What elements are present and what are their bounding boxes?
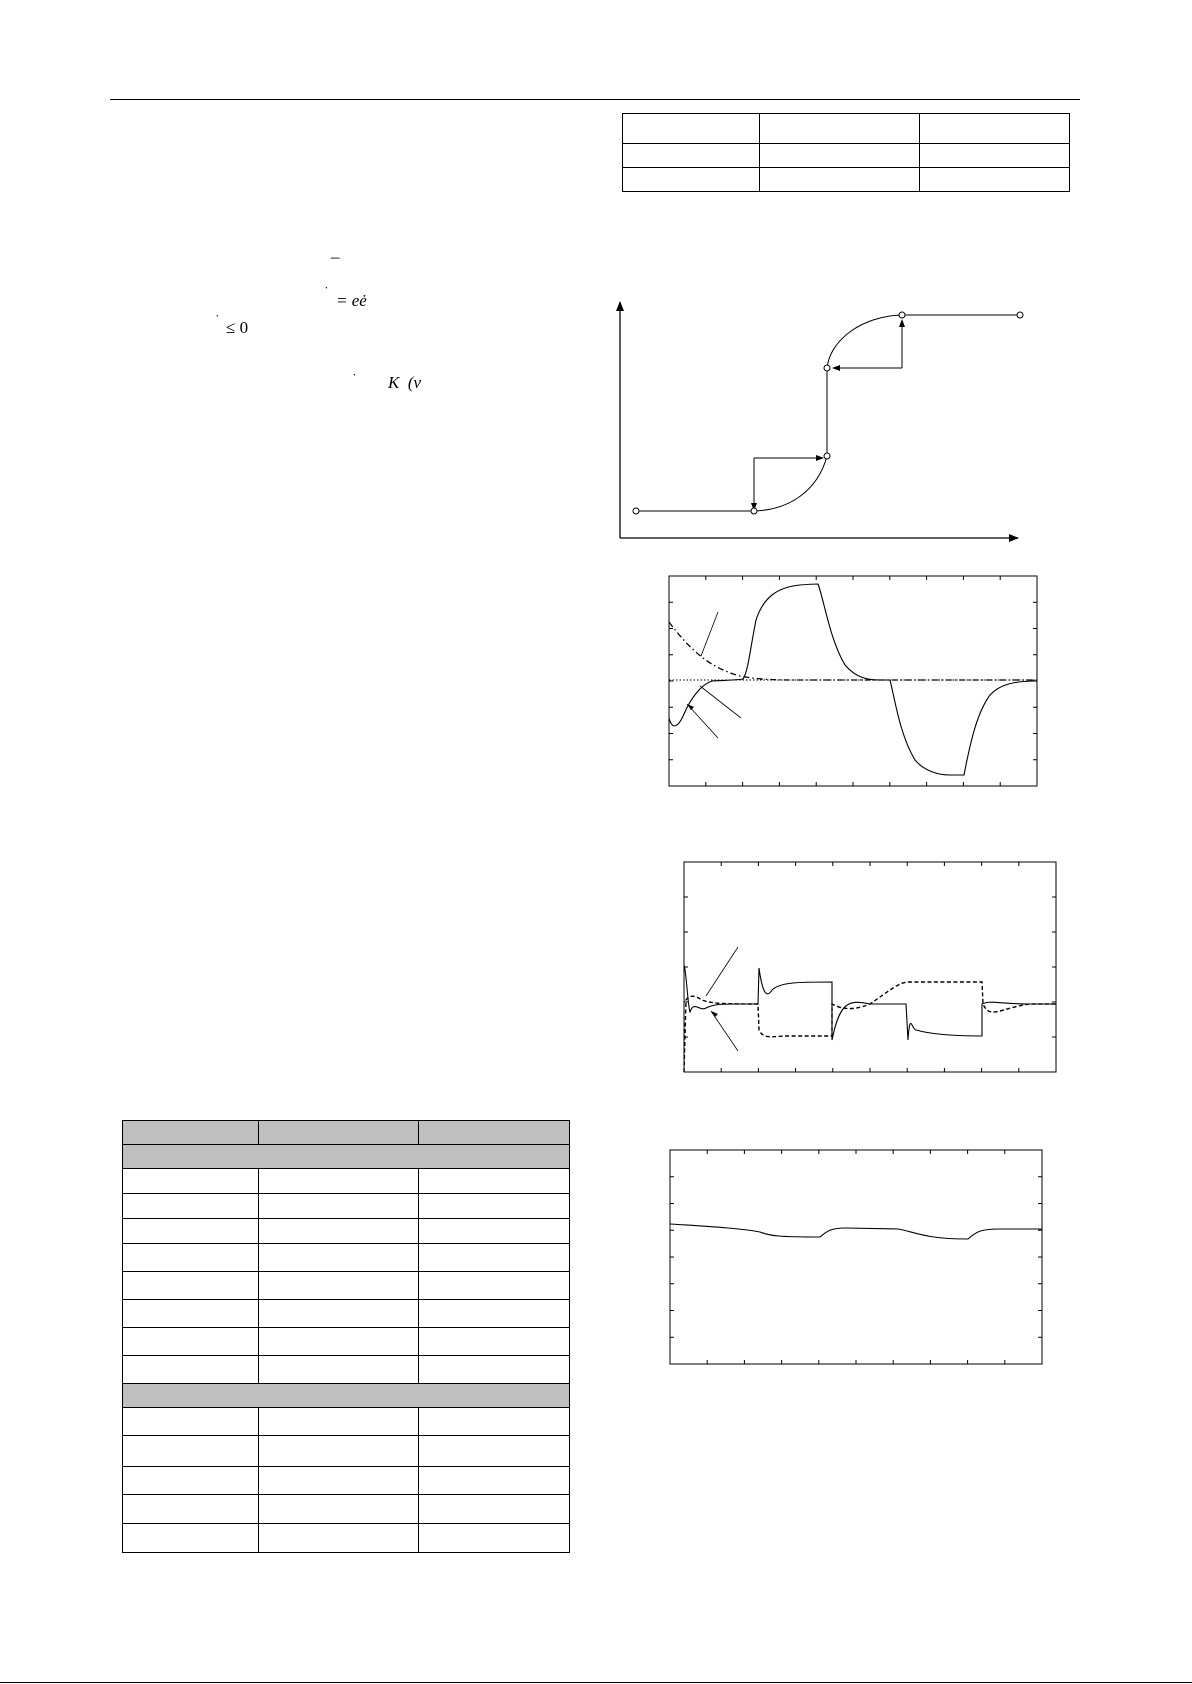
table-cell — [760, 168, 920, 192]
series-line-solid — [670, 1224, 1042, 1239]
table-cell — [123, 1219, 259, 1244]
table-cell — [419, 1524, 570, 1553]
transition-curve-chart — [600, 290, 1040, 550]
tick-marks — [669, 576, 1037, 786]
table-cell — [419, 1272, 570, 1300]
table-cell — [760, 114, 920, 144]
table-cell — [419, 1328, 570, 1356]
table-cell — [123, 1244, 259, 1272]
annotation-arrowhead — [711, 1011, 718, 1017]
table-cell — [419, 1300, 570, 1328]
series-line-transition — [636, 315, 1020, 511]
node-point — [751, 508, 757, 514]
table-header-cell — [123, 1121, 259, 1145]
table-cell — [123, 1169, 259, 1194]
plot-frame — [684, 862, 1056, 1072]
table-cell — [920, 114, 1070, 144]
table-cell — [419, 1169, 570, 1194]
annotation-leader — [700, 686, 741, 718]
table-cell — [259, 1194, 419, 1219]
annotation-leader — [701, 612, 718, 656]
equation-dot-3: ˙ — [352, 372, 357, 387]
equation-leq-zero: ≤ 0 — [226, 318, 249, 337]
plot-frame — [669, 576, 1037, 786]
table-cell — [419, 1244, 570, 1272]
table-cell — [259, 1408, 419, 1436]
series-line-dashdot — [669, 622, 1037, 680]
parameter-table — [122, 1120, 570, 1553]
table-cell — [259, 1219, 419, 1244]
header-rule — [110, 99, 1080, 100]
table-cell — [259, 1436, 419, 1467]
table-cell — [259, 1244, 419, 1272]
equation-dot-1: ˙ — [324, 285, 329, 300]
table-cell — [419, 1194, 570, 1219]
table-header-cell — [419, 1121, 570, 1145]
equation-k-v: K (v — [388, 373, 422, 392]
table-cell — [123, 1356, 259, 1384]
footer-rule — [0, 1682, 1192, 1683]
response-chart-1 — [660, 570, 1050, 790]
node-point — [633, 508, 639, 514]
table-cell — [259, 1524, 419, 1553]
table-cell — [920, 168, 1070, 192]
table-cell — [123, 1408, 259, 1436]
table-section-row — [123, 1384, 570, 1408]
series-line-solid — [684, 965, 1056, 1040]
equation-dot-2: ˙ — [215, 313, 220, 328]
node-point — [824, 365, 830, 371]
table-cell — [123, 1436, 259, 1467]
table-cell — [259, 1356, 419, 1384]
table-cell — [259, 1495, 419, 1524]
table-cell — [623, 144, 760, 168]
node-point — [899, 312, 905, 318]
equation-overbar: – — [331, 247, 340, 266]
table-cell — [123, 1495, 259, 1524]
plot-frame — [670, 1150, 1042, 1364]
node-point — [824, 453, 830, 459]
table-header-cell — [259, 1121, 419, 1145]
table-cell — [419, 1408, 570, 1436]
node-point — [1017, 312, 1023, 318]
response-chart-3 — [664, 1142, 1048, 1370]
top-table — [622, 113, 1070, 192]
table-cell — [623, 114, 760, 144]
table-cell — [920, 144, 1070, 168]
table-cell — [419, 1467, 570, 1495]
table-cell — [419, 1219, 570, 1244]
table-cell — [123, 1524, 259, 1553]
series-line-dashed — [684, 982, 1056, 1072]
table-cell — [123, 1328, 259, 1356]
annotation-leader — [706, 947, 738, 996]
table-cell — [259, 1328, 419, 1356]
equation-e-edot: = eė — [336, 291, 367, 310]
table-cell — [123, 1467, 259, 1495]
table-cell — [419, 1436, 570, 1467]
tick-marks — [670, 1150, 1042, 1364]
table-cell — [259, 1467, 419, 1495]
table-cell — [123, 1300, 259, 1328]
table-cell — [259, 1272, 419, 1300]
table-cell — [760, 144, 920, 168]
table-cell — [123, 1194, 259, 1219]
table-cell — [419, 1495, 570, 1524]
table-cell — [419, 1356, 570, 1384]
table-cell — [259, 1169, 419, 1194]
table-cell — [259, 1300, 419, 1328]
annotation-leader-arrow — [711, 1011, 738, 1051]
response-chart-2 — [678, 855, 1064, 1075]
table-cell — [623, 168, 760, 192]
table-cell — [123, 1272, 259, 1300]
annotation-arrowhead — [687, 704, 694, 710]
table-section-row — [123, 1145, 570, 1169]
tick-marks — [684, 862, 1056, 1072]
